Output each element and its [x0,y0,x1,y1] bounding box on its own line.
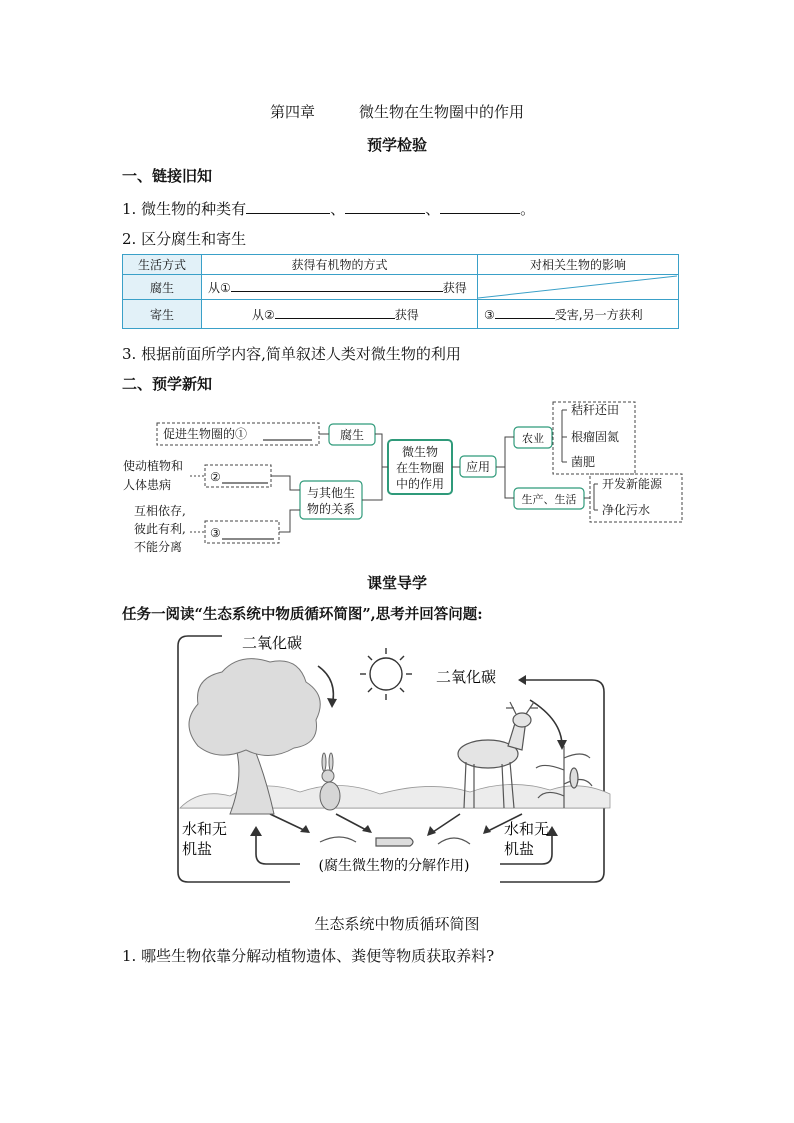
row-saprophyte-source: 从① 获得 [202,275,478,300]
tree-icon [189,659,320,814]
label-fusheng: 腐生 [339,428,365,442]
label-relation-2: 物的关系 [306,502,356,516]
label-agri-3: 菌肥 [571,455,596,469]
chapter-number: 第四章 [269,103,315,121]
saprophyte-parasite-table [122,254,679,329]
label-co2-right: 二氧化碳 [436,668,497,686]
answer-blank-table-1[interactable] [231,280,443,292]
label-prod: 生产、生活 [521,493,577,506]
label-agri-1: 秸秆还田 [571,403,620,417]
label-relation-1: 与其他生 [306,486,356,500]
label-promote: 促进生物圈的① [163,427,248,441]
label-water-right-1: 水和无 [504,820,550,838]
chapter-name: 微生物在生物圈中的作用 [359,103,525,121]
header-effect: 对相关生物的影响 [478,255,679,275]
question-last: 1. 哪些生物依靠分解动植物遗体、粪便等物质获取养料? [122,947,495,965]
answer-blank-3[interactable] [440,199,520,214]
label-harm-2: 人体患病 [123,478,172,492]
sun-icon [360,648,412,700]
header-lifestyle: 生活方式 [123,255,202,275]
label-water-left-1: 水和无 [182,820,228,838]
preview-heading: 预学检验 [366,136,427,154]
rabbit-icon [320,753,340,810]
table-row [123,275,679,300]
header-organic-source: 获得有机物的方式 [202,255,478,275]
label-blank3: ③ [210,526,221,540]
row-parasite-effect: ③ 受害,另一方获利 [478,300,679,329]
section-link-old-knowledge: 一、链接旧知 [122,167,213,185]
label-prod-1: 开发新能源 [602,477,663,491]
ecosystem-cycle-figure [170,628,620,890]
chapter-title [0,101,794,122]
table-row [123,300,679,329]
answer-blank-2[interactable] [345,199,425,214]
label-agri-2: 根瘤固氮 [571,430,620,444]
task-1: 任务一阅读“生态系统中物质循环简图”,思考并回答问题: [122,606,483,623]
row-label-parasite: 寄生 [123,300,202,329]
question-1: 1. 微生物的种类有 、 、 。 [122,200,536,218]
answer-blank-1[interactable] [246,199,330,214]
label-decompose: (腐生微生物的分解作用) [318,858,470,874]
class-heading: 课堂导学 [366,574,427,592]
answer-blank-table-3[interactable] [495,307,555,319]
label-water-left-2: 机盐 [182,840,213,858]
concept-map [0,395,794,565]
section-preview-new: 二、预学新知 [122,375,213,393]
label-harm-1: 使动植物和 [123,459,184,473]
row-parasite-source: 从② 获得 [202,300,478,329]
label-center-3: 中的作用 [395,477,445,491]
label-mutual-2: 彼此有利, [134,522,186,536]
label-co2-left: 二氧化碳 [242,634,303,652]
label-blank2: ② [210,470,221,484]
label-mutual-3: 不能分离 [134,540,183,554]
figure-caption: 生态系统中物质循环简图 [314,915,480,933]
row-saprophyte-effect-slashed [478,275,679,300]
label-agri: 农业 [522,432,544,445]
diagonal-slash [478,275,677,299]
label-apply: 应用 [465,460,491,474]
label-center-2: 在生物圈 [395,461,445,475]
row-label-saprophyte: 腐生 [123,275,202,300]
label-center-1: 微生物 [401,445,439,459]
label-prod-2: 净化污水 [602,503,651,517]
label-water-right-2: 机盐 [504,840,535,858]
table-header-row [123,255,679,275]
label-mutual-1: 互相依存, [134,504,186,518]
organic-debris-icon [320,837,470,846]
question-3: 3. 根据前面所学内容,简单叙述人类对微生物的利用 [122,345,461,363]
answer-blank-table-2[interactable] [275,307,395,319]
question-2: 2. 区分腐生和寄生 [122,230,247,248]
